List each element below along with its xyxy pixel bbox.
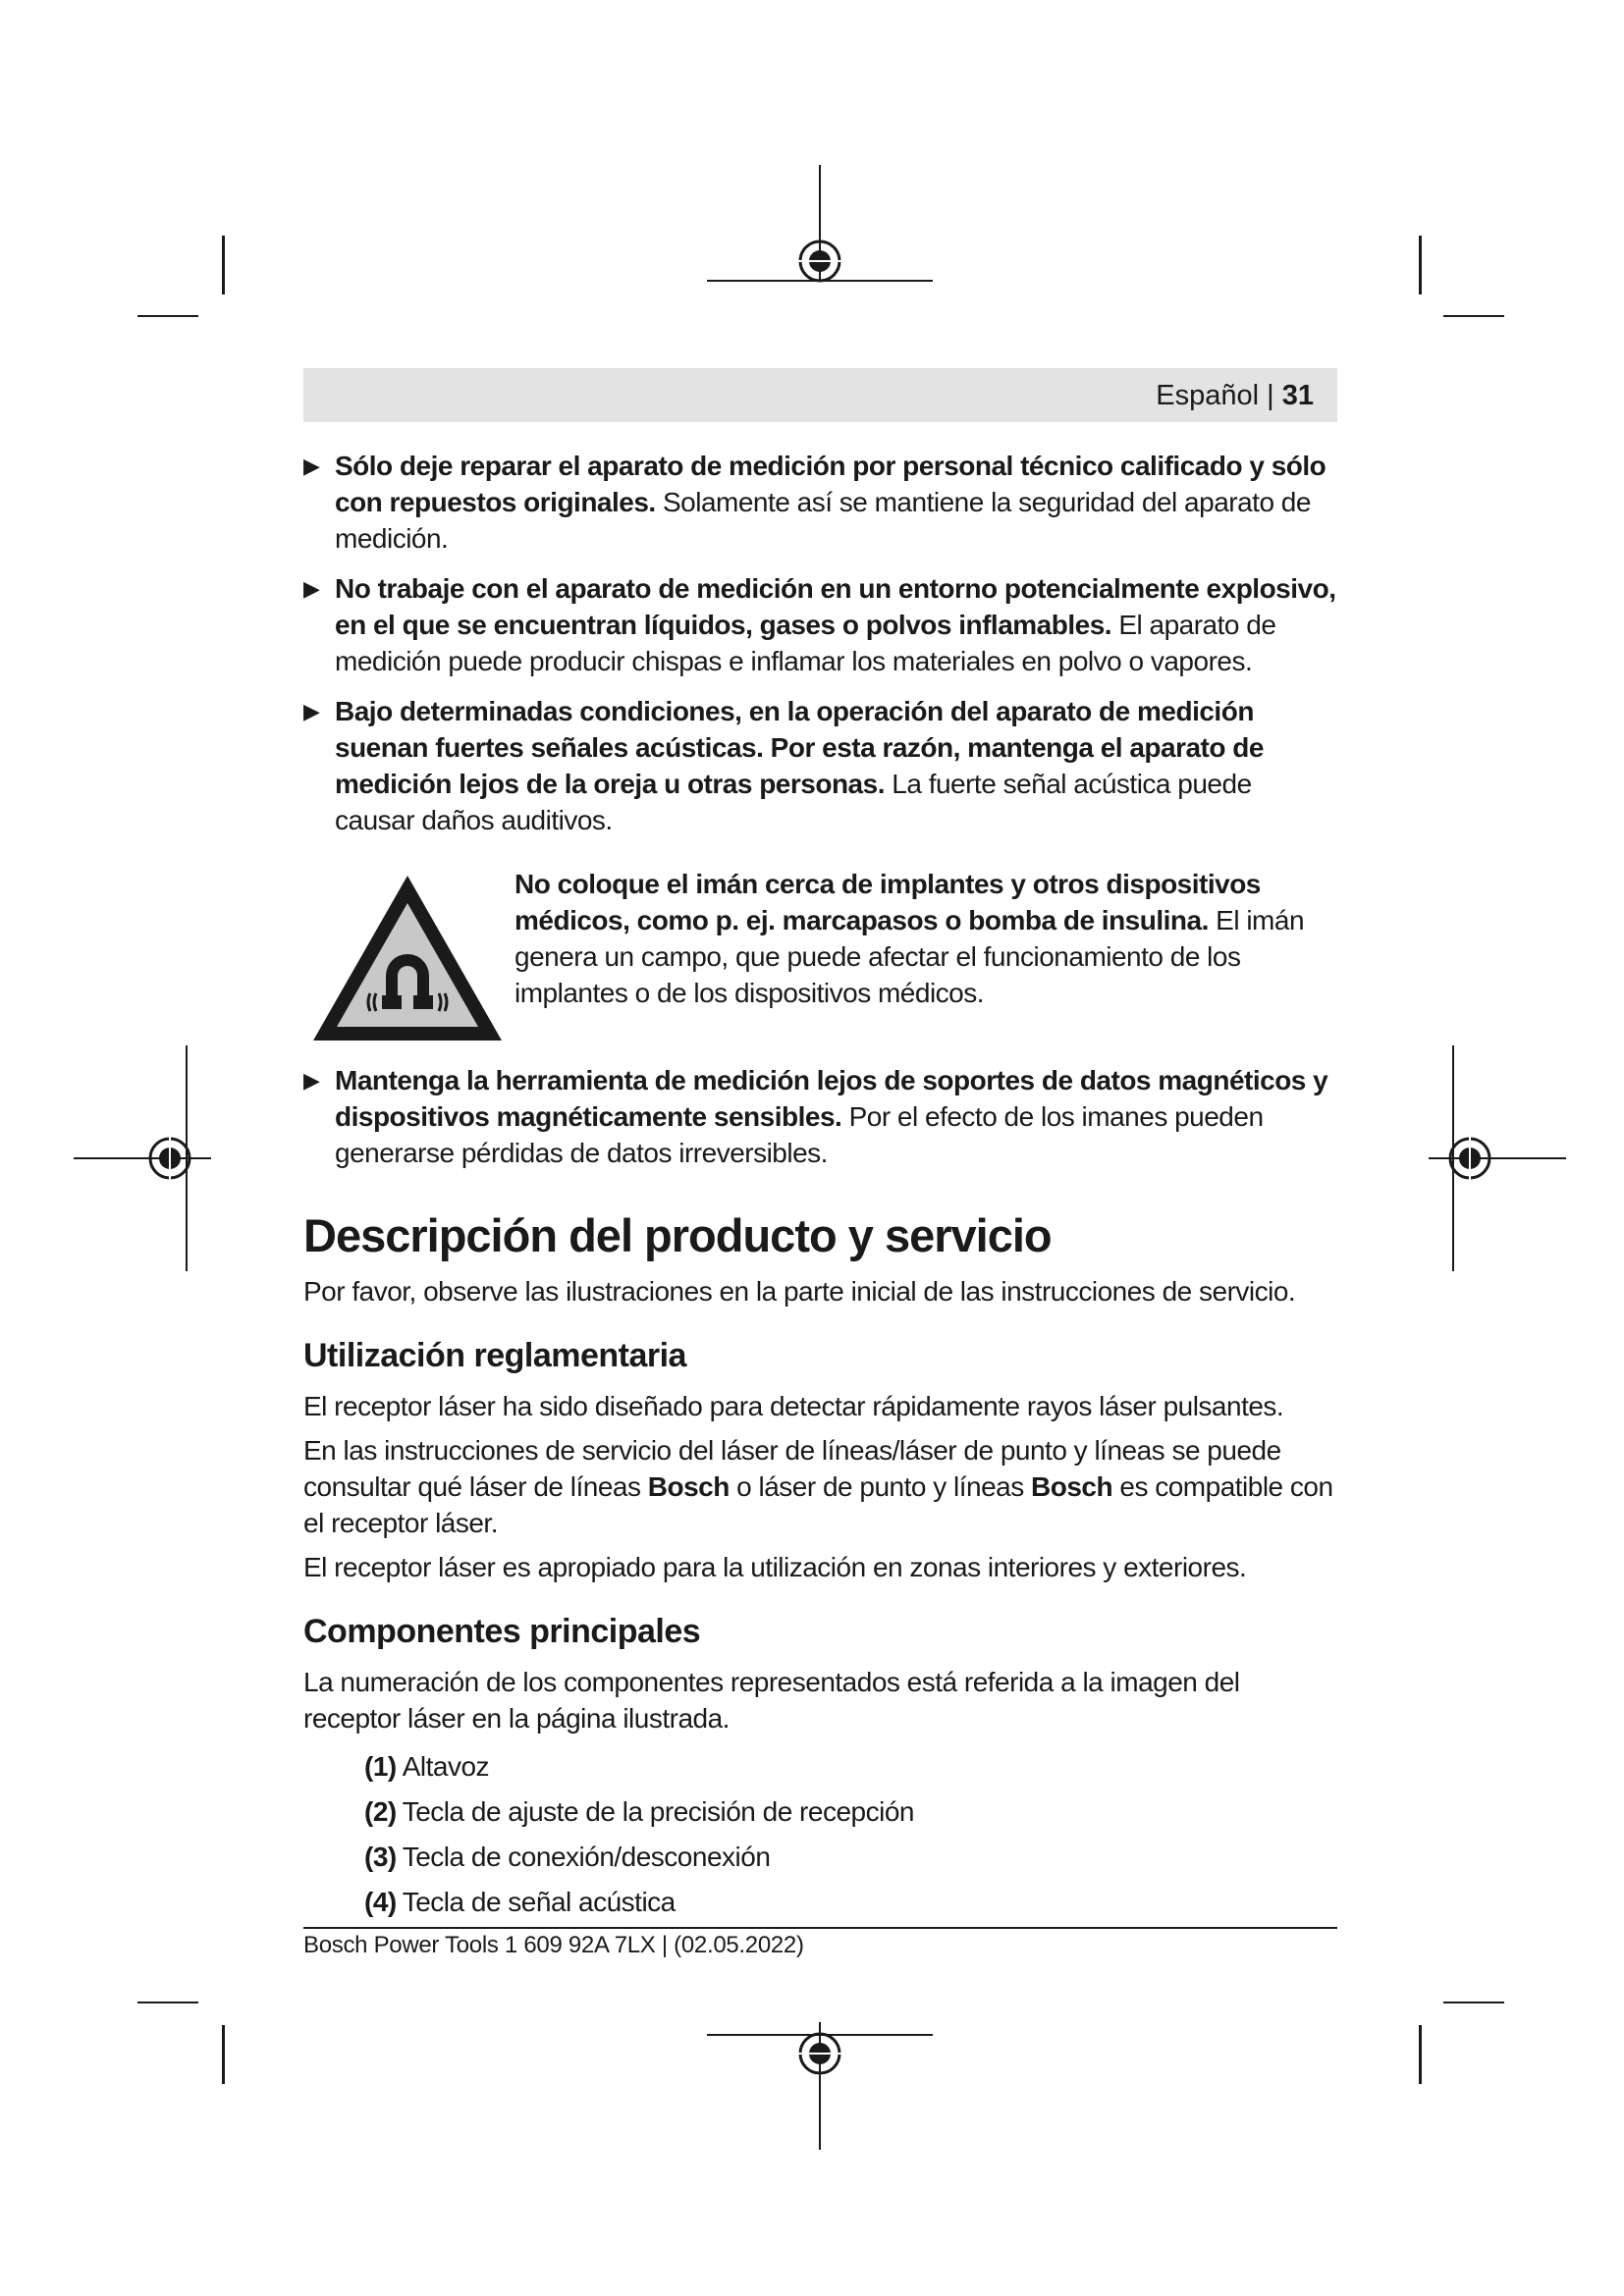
components-intro: La numeración de los componentes representados está referida a la imagen del receptor láser en la página ilustrada. xyxy=(303,1667,1240,1734)
page-number: 31 xyxy=(1281,380,1314,411)
crop-mark xyxy=(1443,315,1504,317)
warning-item xyxy=(303,693,1337,838)
list-item: (2) Tecla de ajuste de la precisión de recepción xyxy=(364,1796,914,1827)
component-list xyxy=(364,1748,1337,1920)
page-content xyxy=(303,448,1337,1929)
warning-text: La fuerte señal acústica puede causar daños auditivos. xyxy=(335,769,1252,835)
list-item: (3) Tecla de conexión/desconexión xyxy=(364,1842,771,1872)
registration-mark-left xyxy=(69,1041,216,1276)
intended-use-p1: El receptor láser ha sido diseñado para detectar rápidamente rayos láser pulsantes. xyxy=(303,1391,1284,1421)
warning-text: Por el efecto de los imanes pueden generarse pérdidas de datos irreversibles. xyxy=(335,1101,1264,1168)
bullet-arrow-icon: ▶ xyxy=(303,576,320,601)
registration-mark-bottom xyxy=(702,2012,938,2160)
crop-mark xyxy=(1419,2025,1422,2084)
footer-divider xyxy=(303,1927,1337,1929)
header-separator: | xyxy=(1267,380,1274,411)
warning-item xyxy=(303,570,1337,679)
warning-item xyxy=(303,1062,1337,1171)
warning-bold: Mantenga la herramienta de medición lejos de soportes de datos magnéticos y dispositivos magnéticamente sensibles. xyxy=(335,1065,1328,1132)
magnet-warning-icon xyxy=(309,870,506,1046)
registration-mark-right xyxy=(1414,1041,1571,1276)
page-footer: Bosch Power Tools 1 609 92A 7LX | (02.05.2022) xyxy=(303,1932,804,1958)
warning-bold: No trabaje con el aparato de medición en un entorno potencialmente explosivo, en el que se encuentran líquidos, gases o polvos inflamables. xyxy=(335,573,1336,640)
crop-mark xyxy=(137,315,198,317)
subsection-title-intended-use: Utilización reglamentaria xyxy=(303,1337,686,1374)
header-section: Español xyxy=(1156,380,1260,411)
warning-text: Solamente así se mantiene la seguridad del aparato de medición. xyxy=(335,487,1311,554)
warning-item xyxy=(303,448,1337,557)
bullet-arrow-icon: ▶ xyxy=(303,454,320,478)
page-header xyxy=(303,368,1337,422)
crop-mark xyxy=(222,2025,225,2084)
magnet-warning xyxy=(303,866,1337,1042)
subsection-title-components: Componentes principales xyxy=(303,1613,701,1650)
warning-text: El aparato de medición puede producir chispas e inflamar los materiales en polvo o vapores. xyxy=(335,610,1276,676)
section-intro: Por favor, observe las ilustraciones en la parte inicial de las instrucciones de servicio. xyxy=(303,1276,1296,1307)
crop-mark xyxy=(222,236,225,294)
magnet-warning-bold: No coloque el imán cerca de implantes y otros dispositivos médicos, como p. ej. marcapasos o bomba de insulina. xyxy=(514,869,1261,935)
warning-bold: Bajo determinadas condiciones, en la operación del aparato de medición suenan fuertes señales acústicas. Por esta razón, mantenga el aparato de medición lejos de la oreja u otras personas. xyxy=(335,696,1264,799)
header-text xyxy=(1156,379,1314,412)
crop-mark xyxy=(1443,2002,1504,2003)
bullet-arrow-icon: ▶ xyxy=(303,699,320,723)
magnet-warning-text: El imán genera un campo, que puede afectar el funcionamiento de los implantes o de los dispositivos médicos. xyxy=(514,905,1305,1008)
warning-bold: Sólo deje reparar el aparato de medición por personal técnico calificado y sólo con repuestos originales. xyxy=(335,451,1326,517)
bullet-arrow-icon: ▶ xyxy=(303,1068,320,1093)
list-item: (1) Altavoz xyxy=(364,1751,490,1782)
crop-mark xyxy=(1419,236,1422,294)
crop-mark xyxy=(137,2002,198,2003)
registration-mark-top xyxy=(702,165,938,322)
intended-use-p2: En las instrucciones de servicio del láser de líneas/láser de punto y líneas se puede consultar qué láser de líneas Bosch o láser de punto y líneas Bosch es compatible con el receptor láser. xyxy=(303,1435,1333,1538)
section-title: Descripción del producto y servicio xyxy=(303,1209,1052,1261)
intended-use-p3: El receptor láser es apropiado para la utilización en zonas interiores y exteriores. xyxy=(303,1552,1247,1582)
list-item: (4) Tecla de señal acústica xyxy=(364,1887,676,1917)
